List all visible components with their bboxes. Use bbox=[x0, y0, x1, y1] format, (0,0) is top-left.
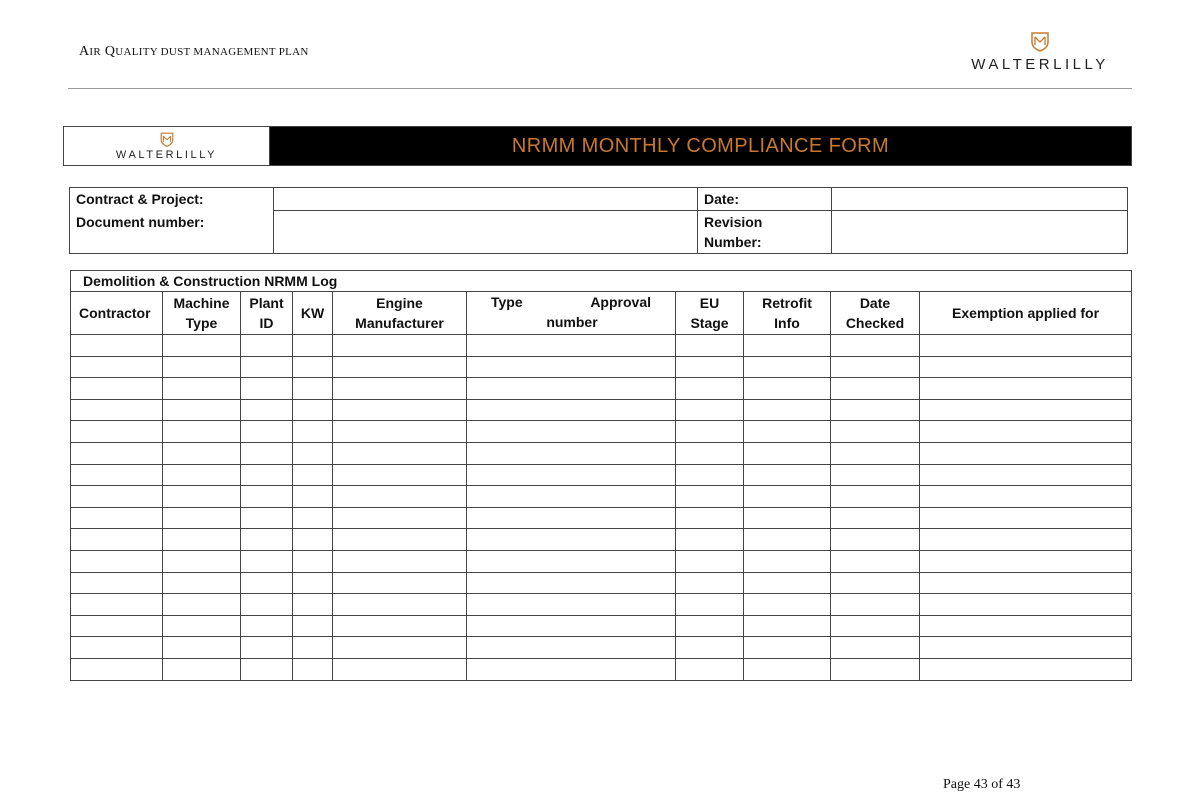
cell-exemption[interactable] bbox=[920, 550, 1132, 572]
cell-eu-stage[interactable] bbox=[676, 486, 744, 508]
document-number-label: Document number: bbox=[70, 211, 274, 254]
col-date-checked bbox=[831, 292, 920, 335]
page-number: Page 43 of 43 bbox=[943, 777, 1021, 792]
col-engine-line2: Manufacturer bbox=[355, 315, 444, 331]
cell-machine-type[interactable] bbox=[163, 572, 241, 594]
cell-type-approval[interactable] bbox=[467, 658, 676, 680]
cell-kw[interactable] bbox=[293, 399, 333, 421]
date-label: Date: bbox=[698, 188, 832, 211]
cell-plant-id[interactable] bbox=[241, 572, 293, 594]
cell-engine-manufacturer[interactable] bbox=[333, 464, 467, 486]
cell-contractor[interactable] bbox=[71, 615, 163, 637]
cell-retrofit-info[interactable] bbox=[744, 658, 831, 680]
brand-wordmark: WALTERLILLY bbox=[971, 56, 1109, 73]
cell-date-checked[interactable] bbox=[831, 486, 920, 508]
cell-type-approval[interactable] bbox=[467, 529, 676, 551]
cell-contractor[interactable] bbox=[71, 572, 163, 594]
cell-type-approval[interactable] bbox=[467, 356, 676, 378]
nrmm-log-table bbox=[70, 270, 1132, 681]
cell-retrofit-info[interactable] bbox=[744, 637, 831, 659]
cell-date-checked[interactable] bbox=[831, 356, 920, 378]
col-plant-id bbox=[241, 292, 293, 335]
cell-engine-manufacturer[interactable] bbox=[333, 594, 467, 616]
col-retrofit-line1: Retrofit bbox=[762, 295, 812, 311]
cell-exemption[interactable] bbox=[920, 637, 1132, 659]
cell-eu-stage[interactable] bbox=[676, 442, 744, 464]
cell-contractor[interactable] bbox=[71, 486, 163, 508]
cell-kw[interactable] bbox=[293, 356, 333, 378]
cell-retrofit-info[interactable] bbox=[744, 464, 831, 486]
cell-retrofit-info[interactable] bbox=[744, 507, 831, 529]
col-approval-label: Approval bbox=[590, 294, 651, 310]
cell-kw[interactable] bbox=[293, 442, 333, 464]
cell-machine-type[interactable] bbox=[163, 356, 241, 378]
title-rest-a: IR bbox=[89, 46, 102, 58]
cell-engine-manufacturer[interactable] bbox=[333, 378, 467, 400]
cell-kw[interactable] bbox=[293, 486, 333, 508]
cell-date-checked[interactable] bbox=[831, 658, 920, 680]
cell-contractor[interactable] bbox=[71, 399, 163, 421]
cell-machine-type[interactable] bbox=[163, 378, 241, 400]
cell-type-approval[interactable] bbox=[467, 594, 676, 616]
cell-contractor[interactable] bbox=[71, 356, 163, 378]
cell-kw[interactable] bbox=[293, 658, 333, 680]
cell-machine-type[interactable] bbox=[163, 529, 241, 551]
cell-engine-manufacturer[interactable] bbox=[333, 572, 467, 594]
cell-kw[interactable] bbox=[293, 572, 333, 594]
cell-plant-id[interactable] bbox=[241, 550, 293, 572]
cell-machine-type[interactable] bbox=[163, 464, 241, 486]
cell-retrofit-info[interactable] bbox=[744, 421, 831, 443]
col-kw: KW bbox=[293, 292, 333, 335]
cell-eu-stage[interactable] bbox=[676, 658, 744, 680]
brand-header bbox=[960, 30, 1120, 73]
cell-retrofit-info[interactable] bbox=[744, 399, 831, 421]
cell-eu-stage[interactable] bbox=[676, 529, 744, 551]
cell-retrofit-info[interactable] bbox=[744, 615, 831, 637]
cell-kw[interactable] bbox=[293, 507, 333, 529]
cell-type-approval[interactable] bbox=[467, 507, 676, 529]
cell-exemption[interactable] bbox=[920, 442, 1132, 464]
form-title: NRMM MONTHLY COMPLIANCE FORM bbox=[270, 127, 1131, 165]
cell-eu-stage[interactable] bbox=[676, 507, 744, 529]
col-retrofit-info bbox=[744, 292, 831, 335]
cell-retrofit-info[interactable] bbox=[744, 335, 831, 357]
form-banner bbox=[63, 126, 1132, 166]
cell-type-approval[interactable] bbox=[467, 421, 676, 443]
cell-date-checked[interactable] bbox=[831, 399, 920, 421]
cell-retrofit-info[interactable] bbox=[744, 529, 831, 551]
cell-kw[interactable] bbox=[293, 421, 333, 443]
table-row bbox=[71, 615, 1132, 637]
revision-number-field[interactable] bbox=[832, 211, 1128, 254]
cell-engine-manufacturer[interactable] bbox=[333, 356, 467, 378]
title-initial-q: Q bbox=[104, 44, 116, 59]
title-rest-q: UALITY DUST MANAGEMENT PLAN bbox=[115, 46, 309, 58]
cell-exemption[interactable] bbox=[920, 615, 1132, 637]
cell-contractor[interactable] bbox=[71, 335, 163, 357]
cell-exemption[interactable] bbox=[920, 529, 1132, 551]
col-exemption: Exemption applied for bbox=[920, 292, 1132, 335]
contract-project-label: Contract & Project: bbox=[70, 188, 274, 211]
cell-date-checked[interactable] bbox=[831, 529, 920, 551]
cell-date-checked[interactable] bbox=[831, 507, 920, 529]
header-divider bbox=[68, 88, 1132, 89]
table-row bbox=[71, 529, 1132, 551]
cell-kw[interactable] bbox=[293, 464, 333, 486]
cell-date-checked[interactable] bbox=[831, 464, 920, 486]
table-row bbox=[71, 442, 1132, 464]
cell-kw[interactable] bbox=[293, 550, 333, 572]
cell-machine-type[interactable] bbox=[163, 399, 241, 421]
cell-engine-manufacturer[interactable] bbox=[333, 507, 467, 529]
cell-machine-type[interactable] bbox=[163, 421, 241, 443]
cell-engine-manufacturer[interactable] bbox=[333, 335, 467, 357]
table-row bbox=[71, 594, 1132, 616]
col-eu-line1: EU bbox=[699, 295, 720, 311]
project-info-table bbox=[69, 187, 1128, 254]
col-machine-line1: Machine bbox=[173, 295, 230, 311]
cell-contractor[interactable] bbox=[71, 658, 163, 680]
cell-plant-id[interactable] bbox=[241, 486, 293, 508]
cell-exemption[interactable] bbox=[920, 507, 1132, 529]
revision-label-line2: Number: bbox=[704, 234, 762, 250]
cell-retrofit-info[interactable] bbox=[744, 572, 831, 594]
cell-plant-id[interactable] bbox=[241, 658, 293, 680]
cell-retrofit-info[interactable] bbox=[744, 486, 831, 508]
cell-date-checked[interactable] bbox=[831, 550, 920, 572]
contract-project-field[interactable] bbox=[274, 188, 698, 211]
revision-number-label bbox=[698, 211, 832, 254]
table-row bbox=[71, 464, 1132, 486]
cell-date-checked[interactable] bbox=[831, 421, 920, 443]
cell-date-checked[interactable] bbox=[831, 594, 920, 616]
cell-machine-type[interactable] bbox=[163, 335, 241, 357]
cell-exemption[interactable] bbox=[920, 486, 1132, 508]
cell-engine-manufacturer[interactable] bbox=[333, 529, 467, 551]
cell-type-approval[interactable] bbox=[467, 637, 676, 659]
cell-plant-id[interactable] bbox=[241, 615, 293, 637]
cell-retrofit-info[interactable] bbox=[744, 550, 831, 572]
cell-contractor[interactable] bbox=[71, 594, 163, 616]
col-contractor: Contractor bbox=[71, 292, 163, 335]
cell-plant-id[interactable] bbox=[241, 356, 293, 378]
cell-date-checked[interactable] bbox=[831, 572, 920, 594]
col-engine-line1: Engine bbox=[376, 295, 423, 311]
cell-contractor[interactable] bbox=[71, 464, 163, 486]
table-row bbox=[71, 399, 1132, 421]
cell-eu-stage[interactable] bbox=[676, 464, 744, 486]
cell-eu-stage[interactable] bbox=[676, 594, 744, 616]
col-approval-line2: number bbox=[546, 314, 598, 330]
cell-machine-type[interactable] bbox=[163, 486, 241, 508]
cell-plant-id[interactable] bbox=[241, 335, 293, 357]
table-row bbox=[71, 572, 1132, 594]
cell-plant-id[interactable] bbox=[241, 464, 293, 486]
cell-contractor[interactable] bbox=[71, 442, 163, 464]
table-row bbox=[71, 658, 1132, 680]
col-retrofit-line2: Info bbox=[774, 315, 800, 331]
col-type-label: Type bbox=[491, 294, 523, 310]
table-row bbox=[71, 507, 1132, 529]
cell-exemption[interactable] bbox=[920, 572, 1132, 594]
cell-eu-stage[interactable] bbox=[676, 335, 744, 357]
col-engine-manufacturer bbox=[333, 292, 467, 335]
shield-monogram-icon bbox=[159, 131, 175, 147]
cell-eu-stage[interactable] bbox=[676, 572, 744, 594]
cell-contractor[interactable] bbox=[71, 529, 163, 551]
cell-engine-manufacturer[interactable] bbox=[333, 421, 467, 443]
cell-date-checked[interactable] bbox=[831, 335, 920, 357]
cell-date-checked[interactable] bbox=[831, 442, 920, 464]
cell-exemption[interactable] bbox=[920, 335, 1132, 357]
cell-engine-manufacturer[interactable] bbox=[333, 550, 467, 572]
cell-machine-type[interactable] bbox=[163, 637, 241, 659]
cell-type-approval[interactable] bbox=[467, 486, 676, 508]
cell-eu-stage[interactable] bbox=[676, 550, 744, 572]
cell-retrofit-info[interactable] bbox=[744, 442, 831, 464]
cell-type-approval[interactable] bbox=[467, 399, 676, 421]
cell-kw[interactable] bbox=[293, 335, 333, 357]
table-row bbox=[71, 486, 1132, 508]
banner-logo bbox=[64, 127, 270, 165]
title-initial-a: A bbox=[79, 44, 90, 59]
cell-plant-id[interactable] bbox=[241, 529, 293, 551]
cell-exemption[interactable] bbox=[920, 356, 1132, 378]
cell-eu-stage[interactable] bbox=[676, 356, 744, 378]
cell-date-checked[interactable] bbox=[831, 378, 920, 400]
cell-exemption[interactable] bbox=[920, 464, 1132, 486]
cell-type-approval[interactable] bbox=[467, 378, 676, 400]
cell-exemption[interactable] bbox=[920, 421, 1132, 443]
col-plant-line1: Plant bbox=[249, 295, 284, 311]
cell-eu-stage[interactable] bbox=[676, 421, 744, 443]
cell-machine-type[interactable] bbox=[163, 507, 241, 529]
cell-eu-stage[interactable] bbox=[676, 378, 744, 400]
cell-plant-id[interactable] bbox=[241, 442, 293, 464]
cell-engine-manufacturer[interactable] bbox=[333, 658, 467, 680]
cell-type-approval[interactable] bbox=[467, 550, 676, 572]
cell-eu-stage[interactable] bbox=[676, 637, 744, 659]
cell-contractor[interactable] bbox=[71, 550, 163, 572]
cell-exemption[interactable] bbox=[920, 378, 1132, 400]
cell-eu-stage[interactable] bbox=[676, 615, 744, 637]
cell-kw[interactable] bbox=[293, 529, 333, 551]
col-eu-line2: Stage bbox=[690, 315, 729, 331]
cell-plant-id[interactable] bbox=[241, 421, 293, 443]
cell-type-approval[interactable] bbox=[467, 442, 676, 464]
table-row bbox=[71, 378, 1132, 400]
cell-contractor[interactable] bbox=[71, 421, 163, 443]
cell-date-checked[interactable] bbox=[831, 637, 920, 659]
revision-label-line1: Revision bbox=[704, 214, 763, 230]
col-type-approval bbox=[467, 292, 676, 335]
cell-engine-manufacturer[interactable] bbox=[333, 615, 467, 637]
log-caption: Demolition & Construction NRMM Log bbox=[71, 271, 1132, 292]
date-field[interactable] bbox=[832, 188, 1128, 211]
col-plant-line2: ID bbox=[259, 315, 274, 331]
cell-plant-id[interactable] bbox=[241, 507, 293, 529]
cell-contractor[interactable] bbox=[71, 637, 163, 659]
cell-retrofit-info[interactable] bbox=[744, 378, 831, 400]
document-title bbox=[79, 44, 309, 60]
table-row bbox=[71, 356, 1132, 378]
table-row bbox=[71, 637, 1132, 659]
cell-machine-type[interactable] bbox=[163, 658, 241, 680]
table-row bbox=[71, 421, 1132, 443]
cell-type-approval[interactable] bbox=[467, 615, 676, 637]
cell-retrofit-info[interactable] bbox=[744, 594, 831, 616]
shield-monogram-icon bbox=[1029, 30, 1051, 52]
cell-exemption[interactable] bbox=[920, 399, 1132, 421]
col-date-line2: Checked bbox=[845, 315, 905, 331]
banner-wordmark: WALTERLILLY bbox=[115, 149, 218, 161]
cell-kw[interactable] bbox=[293, 594, 333, 616]
cell-contractor[interactable] bbox=[71, 507, 163, 529]
cell-exemption[interactable] bbox=[920, 658, 1132, 680]
cell-plant-id[interactable] bbox=[241, 637, 293, 659]
cell-type-approval[interactable] bbox=[467, 335, 676, 357]
col-machine-type bbox=[163, 292, 241, 335]
cell-machine-type[interactable] bbox=[163, 550, 241, 572]
cell-kw[interactable] bbox=[293, 637, 333, 659]
document-number-field[interactable] bbox=[274, 211, 698, 254]
cell-plant-id[interactable] bbox=[241, 399, 293, 421]
cell-date-checked[interactable] bbox=[831, 615, 920, 637]
cell-engine-manufacturer[interactable] bbox=[333, 399, 467, 421]
cell-engine-manufacturer[interactable] bbox=[333, 486, 467, 508]
cell-kw[interactable] bbox=[293, 378, 333, 400]
cell-kw[interactable] bbox=[293, 615, 333, 637]
cell-type-approval[interactable] bbox=[467, 464, 676, 486]
cell-type-approval[interactable] bbox=[467, 572, 676, 594]
cell-machine-type[interactable] bbox=[163, 442, 241, 464]
cell-eu-stage[interactable] bbox=[676, 399, 744, 421]
table-row bbox=[71, 335, 1132, 357]
cell-plant-id[interactable] bbox=[241, 594, 293, 616]
cell-machine-type[interactable] bbox=[163, 594, 241, 616]
col-machine-line2: Type bbox=[185, 315, 218, 331]
cell-engine-manufacturer[interactable] bbox=[333, 442, 467, 464]
cell-retrofit-info[interactable] bbox=[744, 356, 831, 378]
cell-contractor[interactable] bbox=[71, 378, 163, 400]
cell-exemption[interactable] bbox=[920, 594, 1132, 616]
cell-plant-id[interactable] bbox=[241, 378, 293, 400]
col-date-line1: Date bbox=[859, 295, 891, 311]
table-row bbox=[71, 550, 1132, 572]
col-eu-stage bbox=[676, 292, 744, 335]
cell-machine-type[interactable] bbox=[163, 615, 241, 637]
cell-engine-manufacturer[interactable] bbox=[333, 637, 467, 659]
